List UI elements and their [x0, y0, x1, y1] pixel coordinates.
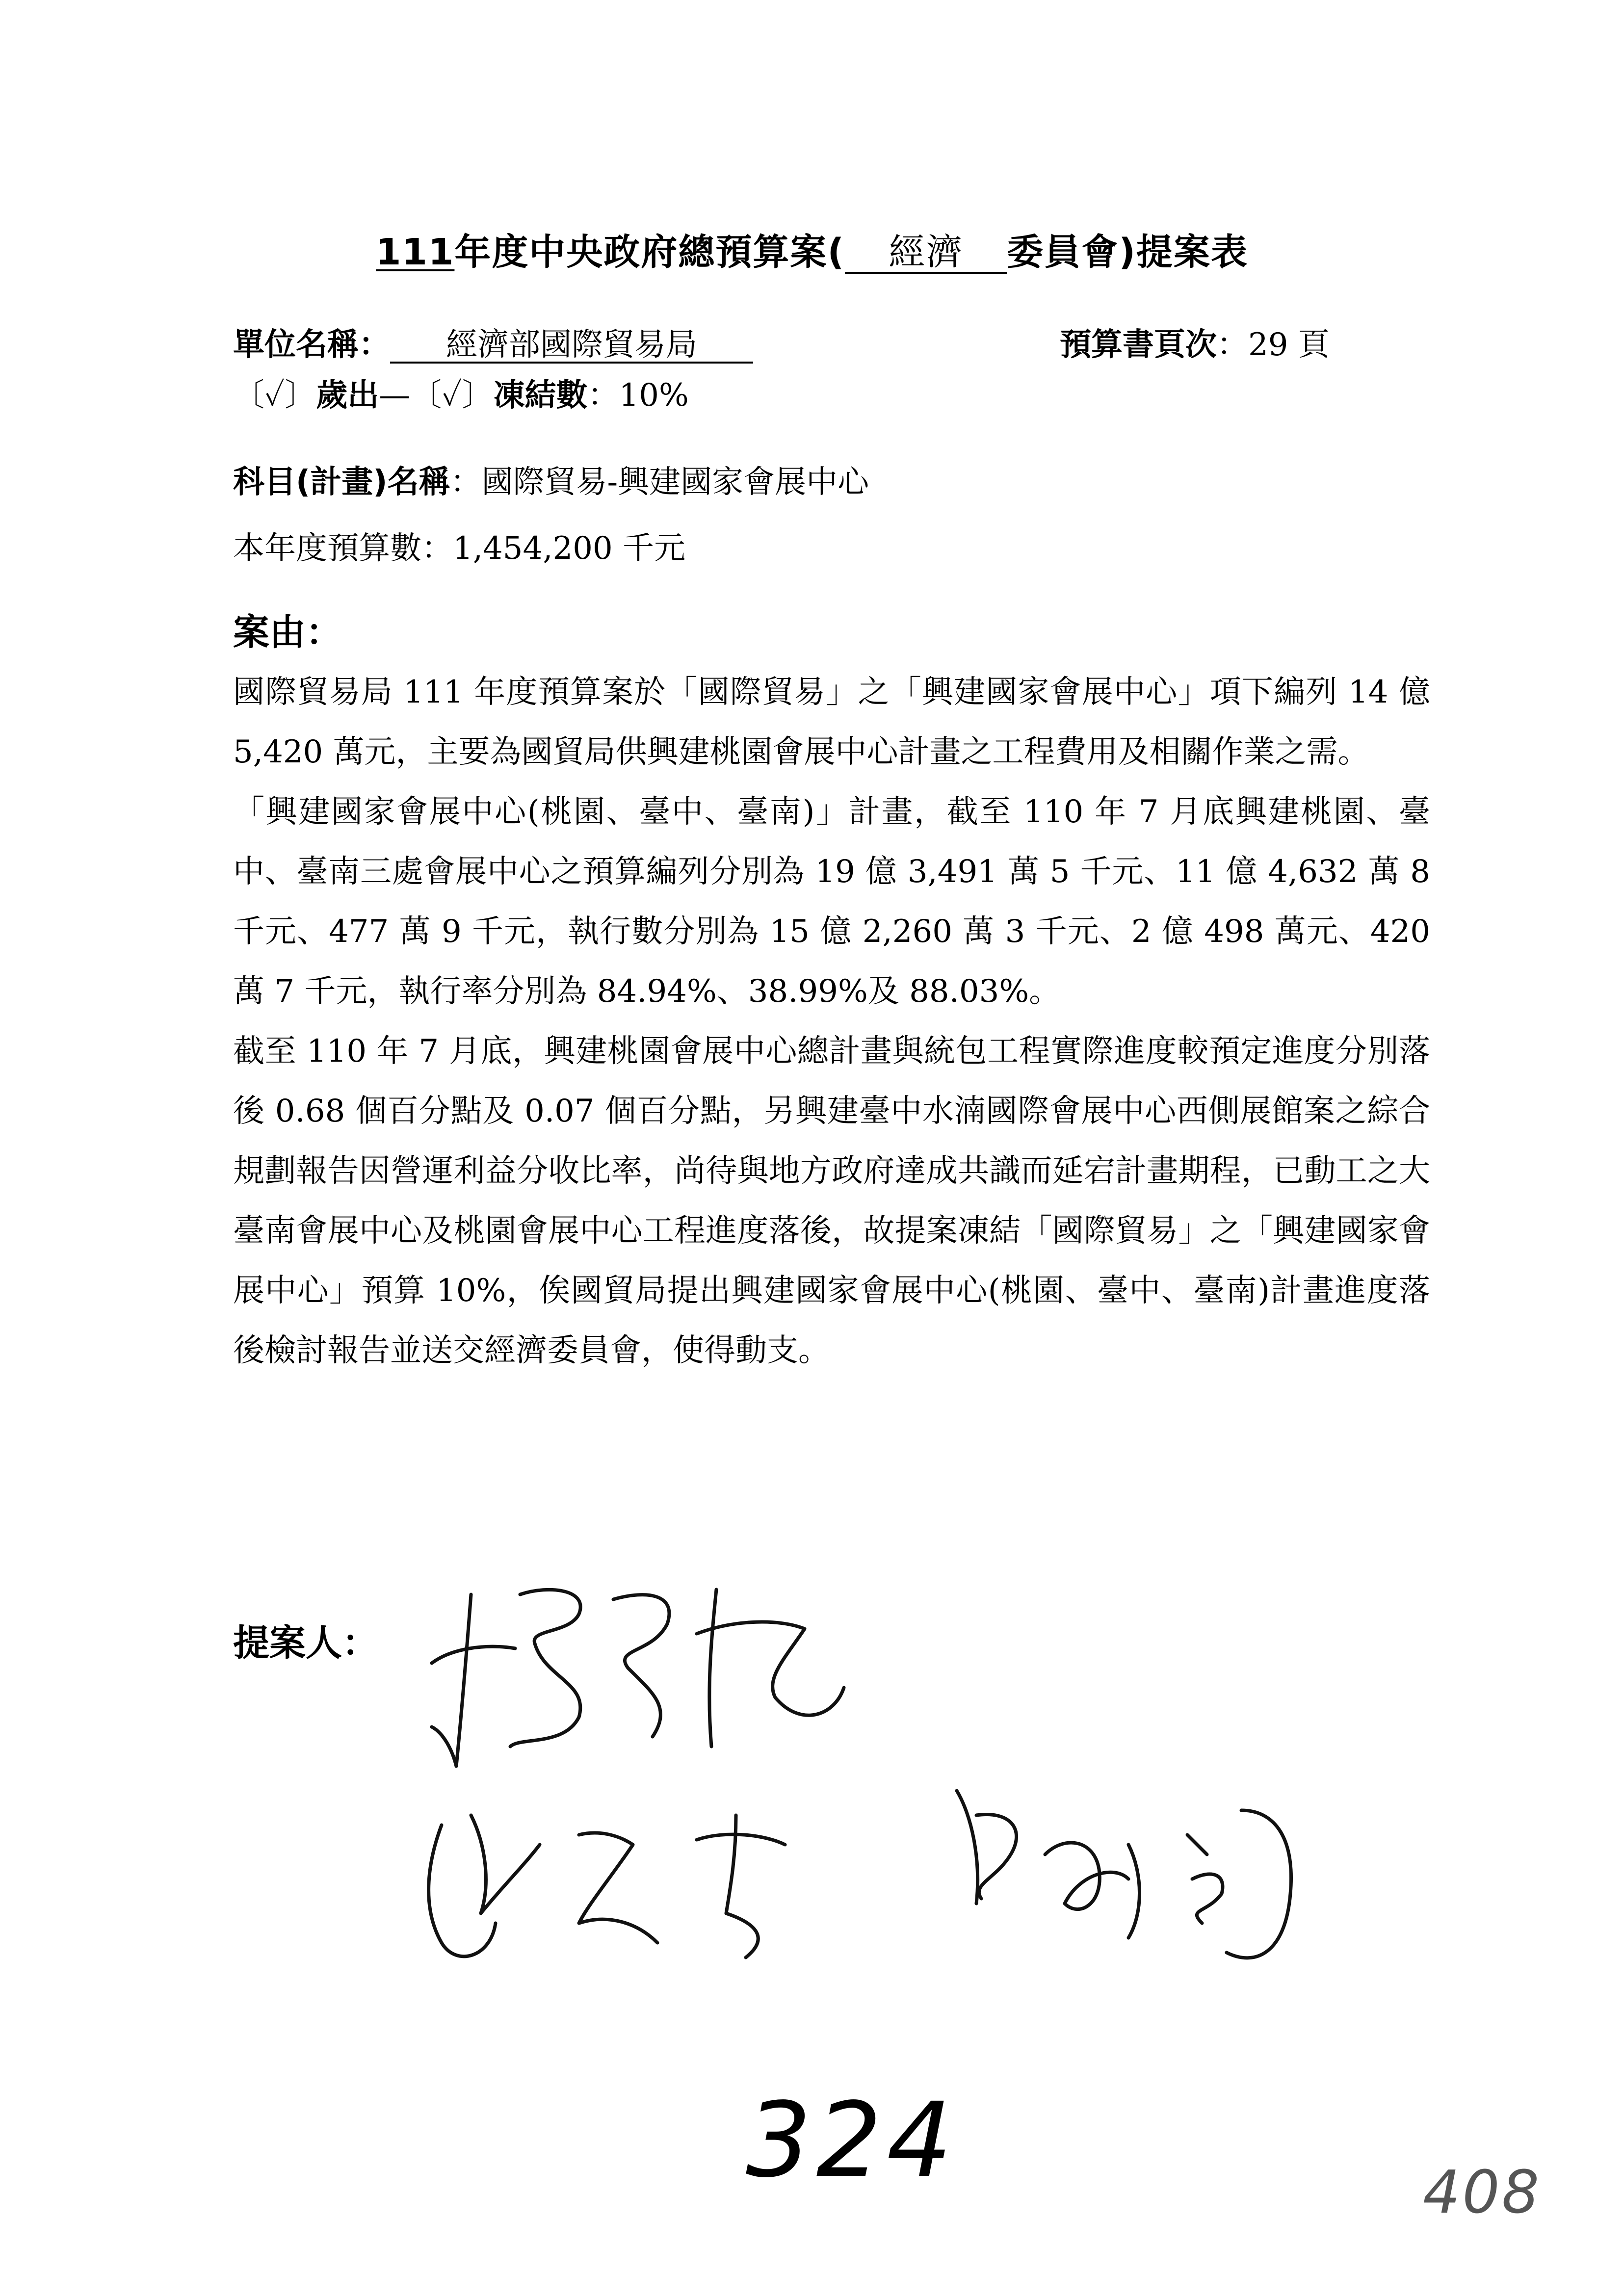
expenditure-label: 歲出 [316, 377, 379, 414]
freeze-checkbox: 〔✓〕 [410, 377, 494, 414]
budget-page-row [1060, 326, 1330, 364]
reason-paragraph: 截至 110 年 7 月底，興建桃園會展中心總計畫與統包工程實際進度較預定進度分別落後 0.68 個百分點及 0.07 個百分點，另興建臺中水湳國際會展中心西側展館案之綜合規劃報告因營運利益分收比率，尚待與地方政府達成共識而延宕計畫期程，已動工之大臺南會展中心及桃園會展中心工程進度落後，故提案凍結「國際貿易」之「興建國家會展中心」預算 10%，俟國貿局提出興建國家會展中心(桃園、臺中、臺南)計畫進度落後檢討報告並送交經濟委員會，使得動支。 [233, 1033, 1430, 1369]
title-committee: 經濟 [845, 234, 1007, 274]
signature-3 [957, 1791, 1291, 1958]
expenditure-checkbox: 〔✓〕 [233, 377, 316, 414]
page-number: 408 [1423, 2159, 1542, 2227]
unit-value: 經濟部國際貿易局 [390, 329, 753, 364]
subject-row [233, 464, 869, 501]
form-title [0, 223, 1624, 275]
budget-page-value: ：29 頁 [1217, 327, 1330, 363]
flags-row [233, 377, 689, 415]
reason-body [233, 662, 1430, 1381]
signature-2 [429, 1815, 785, 1957]
budget-amount-row [233, 530, 685, 568]
reason-paragraph: 「興建國家會展中心(桃園、臺中、臺南)」計畫，截至 110 年 7 月底興建桃園、臺中、臺南三處會展中心之預算編列分別為 19 億 3,491 萬 5 千元、11 億 4,632 萬 8 千元、477 萬 9 千元，執行數分別為 15 億 2,260 萬 3 千元、2 億 498 萬元、420 萬 7 千元，執行率分別為 84.94%、38.99%及 88.03%。 [233, 794, 1430, 1010]
reason-title: 案由： [233, 611, 342, 653]
unit-label: 單位名稱： [233, 327, 390, 363]
reason-paragraph: 國際貿易局 111 年度預算案於「國際貿易」之「興建國家會展中心」項下編列 14 億 5,420 萬元，主要為國貿局供興建桃園會展中心計畫之工程費用及相關作業之需。 [233, 674, 1430, 770]
proposer-label: 提案人： [233, 1622, 378, 1664]
unit-row [233, 326, 753, 364]
title-year: 111 [375, 231, 455, 273]
handwritten-page-number: 324 [746, 2080, 957, 2200]
subject-label: 科目(計畫)名稱 [233, 464, 450, 500]
budget-page-label: 預算書頁次 [1060, 327, 1217, 363]
freeze-label: 凍結數 [493, 377, 588, 414]
signature-1 [432, 1590, 844, 1766]
freeze-value: ：10% [587, 377, 689, 414]
budget-amount-text: 本年度預算數：1,454,200 千元 [233, 530, 686, 567]
title-text-a: 年度中央政府總預算案( [454, 231, 845, 273]
flags-dash: — [379, 377, 411, 414]
subject-value: ：國際貿易-興建國家會展中心 [450, 464, 869, 500]
title-text-b: 委員會)提案表 [1007, 231, 1249, 273]
